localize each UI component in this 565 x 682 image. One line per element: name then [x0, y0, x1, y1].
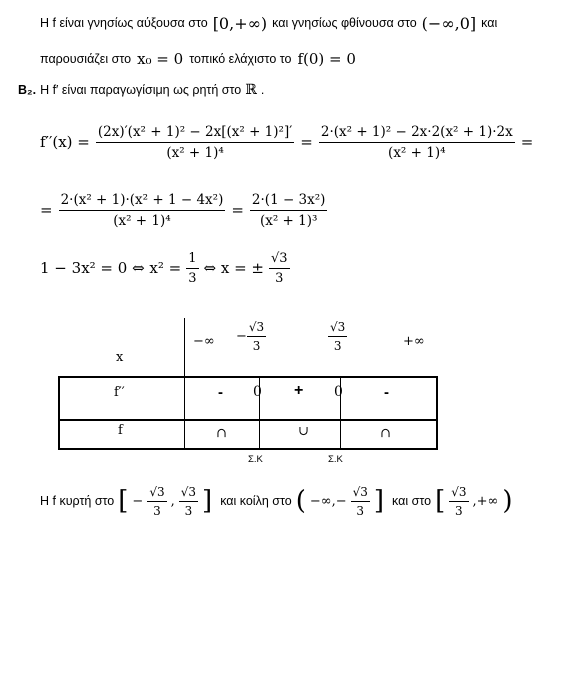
conclusion-line: [40, 476, 513, 526]
root1-header: [236, 320, 266, 353]
text-and-in: και στο: [392, 494, 432, 508]
root2-fraction: [328, 320, 347, 353]
real-set: ℝ: [245, 82, 257, 98]
root-value-num: √3: [269, 251, 290, 269]
root1-num: √3: [247, 320, 266, 337]
concave-down-icon: ∩: [380, 426, 391, 441]
pos-infinity: +∞: [403, 334, 425, 349]
text-convex: Η f κυρτή στο: [40, 494, 115, 508]
interval-increasing: [0,+∞): [212, 13, 268, 33]
section-label: B₂.: [18, 83, 37, 97]
equals-4: =: [231, 201, 244, 219]
zero-mark-1: 0: [253, 384, 262, 400]
text-presents: παρουσιάζει στο: [40, 52, 132, 66]
left-bracket-3: [: [435, 486, 446, 516]
interval2-left: −∞,−: [309, 493, 347, 509]
fraction-2-numerator: 2·(x² + 1)² − 2x·2(x² + 1)·2x: [319, 124, 515, 143]
one-third-den: 3: [188, 270, 197, 286]
fraction-4-denominator: (x² + 1)³: [259, 212, 318, 229]
interval3-den: 3: [455, 503, 463, 518]
fraction-4-numerator: 2·(1 − 3x²): [250, 192, 328, 211]
root2-num: √3: [328, 320, 347, 337]
equals-2: =: [520, 133, 534, 151]
left-bracket-1: [: [118, 486, 129, 516]
fraction-3-denominator: (x² + 1)⁴: [113, 212, 171, 229]
inflection-label-1: Σ.Κ: [248, 454, 263, 465]
root1-den: 3: [252, 339, 261, 353]
paragraph-line-2: [40, 48, 356, 70]
fraction-1-denominator: (x² + 1)⁴: [166, 144, 224, 161]
interval1-minus: −: [132, 493, 144, 509]
roots-left: 1 − 3x² = 0 ⇔ x² =: [40, 259, 182, 277]
one-third-num: 1: [186, 251, 198, 269]
text-decreasing: και γνησίως φθίνουσα στο: [272, 16, 417, 30]
min-expression: f(0) = 0: [297, 50, 356, 68]
root2-header: [328, 320, 347, 353]
section-period: .: [260, 83, 265, 97]
neg-infinity: −∞: [193, 334, 215, 349]
second-derivative-lhs: f′′(x) =: [40, 133, 90, 151]
right-bracket-2: ]: [373, 486, 385, 516]
derivation-line-2: [40, 180, 327, 240]
fraction-2: [319, 124, 515, 161]
interval1-right-den: 3: [184, 503, 193, 518]
interval2-fraction: [351, 485, 370, 518]
fraction-3: [59, 192, 226, 229]
interval1-left-den: 3: [153, 503, 161, 518]
root1-fraction: [247, 320, 266, 353]
fraction-4: [250, 192, 328, 229]
interval1-right-num: √3: [179, 485, 198, 502]
text-concave: και κοίλη στο: [220, 494, 292, 508]
text-local-min: τοπικό ελάχιστο το: [189, 52, 292, 66]
convex-up-icon: ∪: [298, 424, 309, 439]
section-text: Η f′ είναι παραγωγίσιμη ως ρητή στο: [40, 83, 242, 97]
sign-positive: +: [294, 382, 304, 399]
inflection-label-2: Σ.Κ: [328, 454, 343, 465]
root1-minus: −: [236, 329, 247, 344]
table-border-top: [58, 376, 438, 378]
row-label-f: f: [118, 423, 123, 438]
table-border-left: [58, 376, 60, 450]
one-third-fraction: [186, 251, 198, 286]
table-divider-vertical: [184, 318, 185, 450]
fraction-1: [96, 124, 294, 161]
x0-expression: x₀ = 0: [137, 50, 184, 68]
interval1-left-fraction: [147, 485, 166, 518]
interval2-den: 3: [356, 503, 365, 518]
roots-right: ⇔ x = ±: [203, 259, 264, 277]
table-border-bottom: [58, 448, 438, 450]
sign-negative-2: -: [384, 384, 389, 401]
row-label-f2: f′′: [114, 385, 125, 400]
section-b2: [18, 80, 264, 100]
fraction-2-denominator: (x² + 1)⁴: [388, 144, 446, 161]
row-label-x: x: [116, 350, 124, 365]
interval2-num: √3: [351, 485, 370, 502]
interval-decreasing: (−∞,0]: [421, 13, 477, 33]
interval3-num: √3: [449, 485, 468, 502]
table-border-mid: [58, 419, 438, 421]
right-paren-3: ): [502, 486, 513, 516]
fraction-1-numerator: (2x)′(x² + 1)² − 2x[(x² + 1)²]′: [96, 124, 294, 143]
root-value-fraction: [269, 251, 290, 286]
interval1-right-fraction: [179, 485, 198, 518]
interval1-left-num: √3: [147, 485, 166, 502]
interval3-right: ,+∞: [472, 493, 499, 509]
text-increasing: Η f είναι γνησίως αύξουσα στο: [40, 16, 208, 30]
interval1-comma: ,: [170, 493, 175, 509]
text-and: και: [481, 16, 498, 30]
sign-negative-1: -: [218, 384, 223, 401]
roots-equation: [40, 246, 290, 290]
sign-table: [58, 318, 438, 465]
left-paren-2: (: [295, 486, 306, 516]
fraction-3-numerator: 2·(x² + 1)·(x² + 1 − 4x²): [59, 192, 226, 211]
derivation-line-1: [40, 112, 533, 172]
right-bracket-1: ]: [202, 486, 213, 516]
concave-down-icon: ∩: [216, 426, 227, 441]
root-value-den: 3: [275, 270, 284, 286]
equals-3: =: [40, 201, 53, 219]
table-border-right: [436, 376, 438, 450]
root2-den: 3: [333, 339, 342, 353]
zero-mark-2: 0: [334, 384, 343, 400]
interval3-fraction: [449, 485, 468, 518]
paragraph-line-1: [40, 12, 497, 34]
equals-1: =: [300, 133, 313, 151]
